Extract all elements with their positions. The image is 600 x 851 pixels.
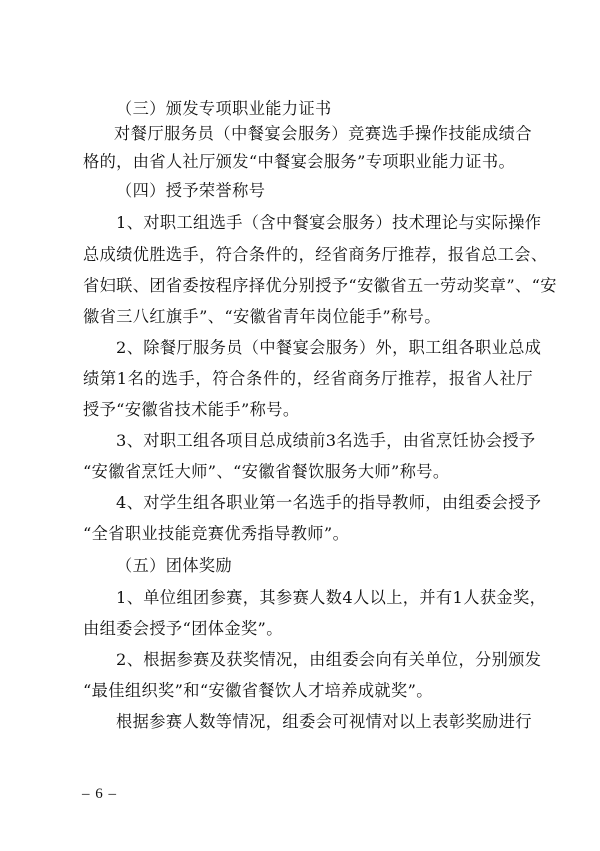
paragraph-line: 1、对职工组选手（含中餐宴会服务）技术理论与实际操作 bbox=[116, 213, 542, 232]
paragraph-line: “最佳组织奖”和“安徽省餐饮人才培养成就奖”。 bbox=[83, 681, 433, 700]
paragraph-line: 徽省三八红旗手”、“安徽省青年岗位能手”称号。 bbox=[83, 307, 441, 326]
paragraph-line: 对餐厅服务员（中餐宴会服务）竞赛选手操作技能成绩合 bbox=[114, 124, 532, 143]
paragraph-line: “全省职业技能竞赛优秀指导教师”。 bbox=[83, 524, 350, 543]
paragraph-line: 3、对职工组各项目总成绩前3名选手，由省烹饪协会授予 bbox=[116, 431, 536, 450]
paragraph-line: 2、根据参赛及获奖情况，由组委会向有关单位，分别颁发 bbox=[116, 650, 542, 669]
paragraph-line: 1、单位组团参赛，其参赛人数4人以上，并有1人获金奖， bbox=[116, 588, 547, 607]
section-heading: （五）团体奖励 bbox=[116, 556, 233, 575]
paragraph-line: 根据参赛人数等情况，组委会可视情对以上表彰奖励进行 bbox=[116, 712, 532, 731]
page-number: – 6 – bbox=[82, 786, 117, 802]
paragraph-line: 2、除餐厅服务员（中餐宴会服务）外，职工组各职业总成 bbox=[116, 338, 542, 357]
paragraph-line: “安徽省烹饪大师”、“安徽省餐饮服务大师”称号。 bbox=[83, 462, 450, 481]
paragraph-line: 4、对学生组各职业第一名选手的指导教师，由组委会授予 bbox=[116, 493, 542, 512]
paragraph-line: 格的，由省人社厅颁发“中餐宴会服务”专项职业能力证书。 bbox=[83, 152, 516, 171]
paragraph-line: 省妇联、团省委按程序择优分别授予“安徽省五一劳动奖章”、“安 bbox=[83, 276, 557, 295]
paragraph-line: 由组委会授予“团体金奖”。 bbox=[83, 619, 283, 638]
paragraph-line: 绩第1名的选手，符合条件的，经省商务厅推荐，报省人社厅 bbox=[83, 369, 533, 388]
paragraph-line: 总成绩优胜选手，符合条件的，经省商务厅推荐，报省总工会、 bbox=[83, 245, 548, 264]
section-heading: （三）颁发专项职业能力证书 bbox=[116, 99, 332, 118]
paragraph-line: 授予“安徽省技术能手”称号。 bbox=[83, 400, 300, 419]
section-heading: （四）授予荣誉称号 bbox=[116, 181, 266, 200]
